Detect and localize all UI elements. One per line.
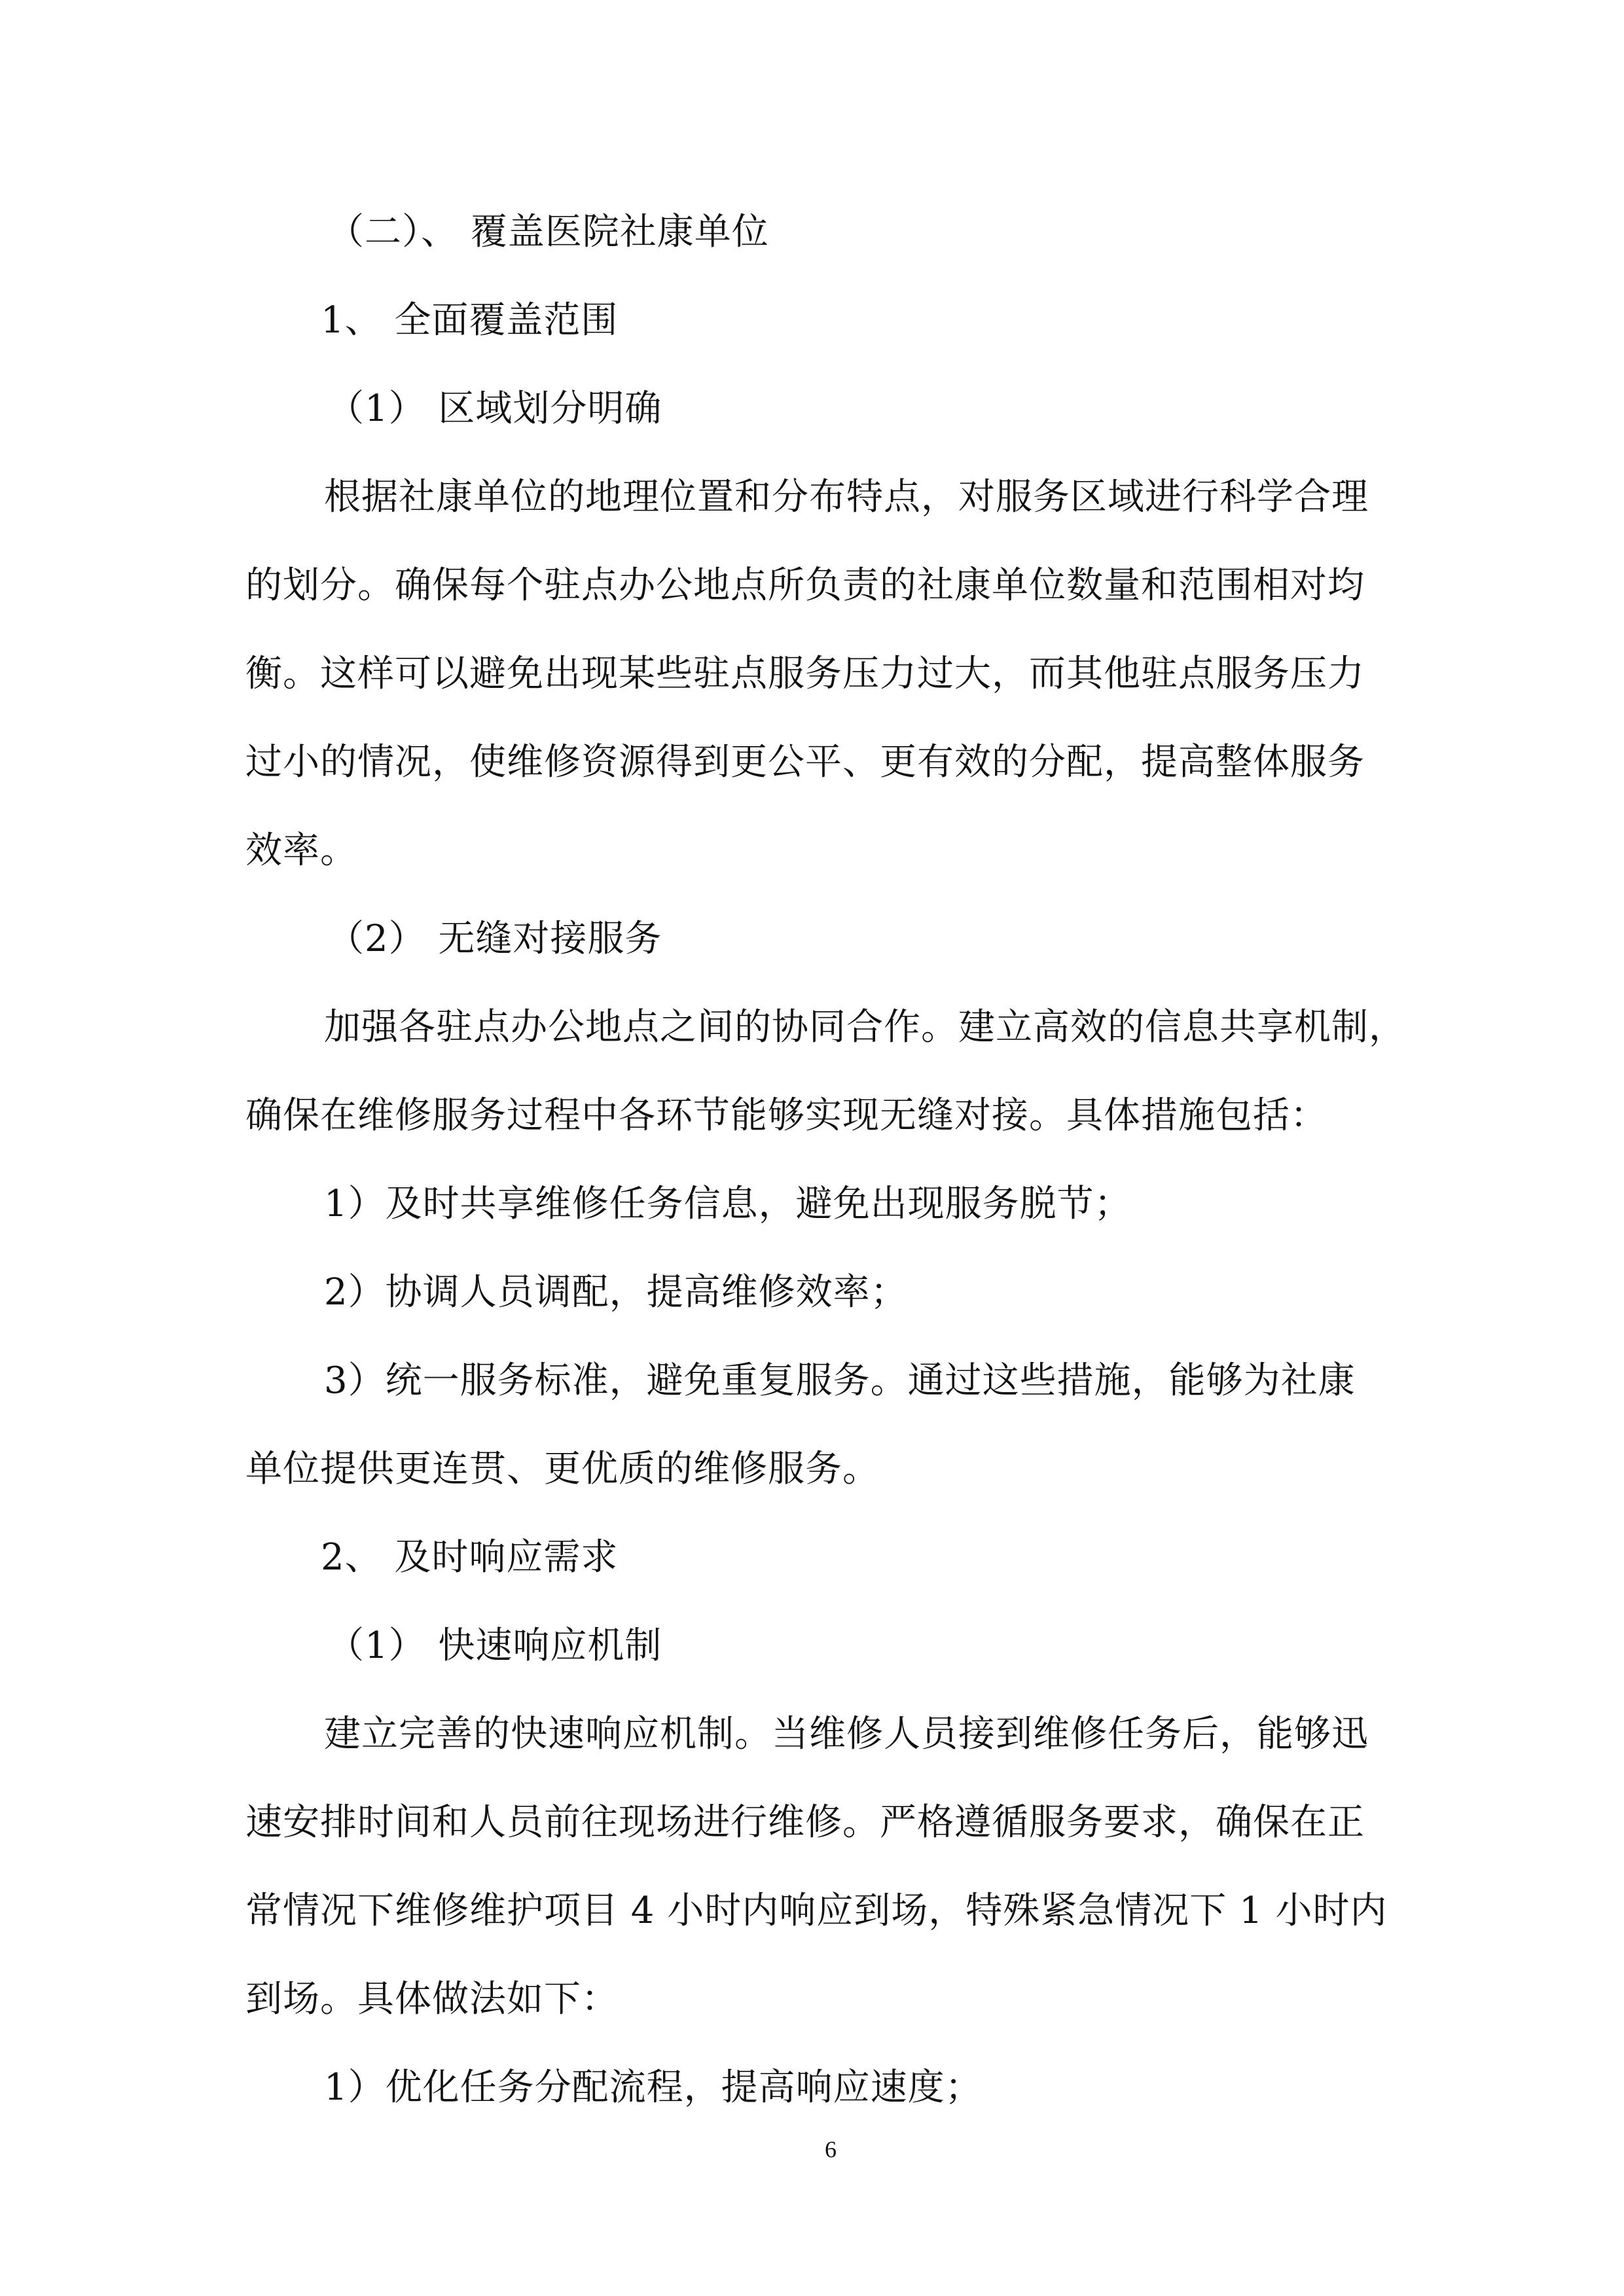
paragraph-line: 到场。具体做法如下： — [245, 1978, 619, 2020]
subsubsection-heading: （1） 区域划分明确 — [327, 387, 662, 430]
page-number: 6 — [825, 2136, 837, 2162]
paragraph-line: 建立完善的快速响应机制。当维修人员接到维修任务后，能够迅 — [324, 1713, 1369, 1755]
paragraph-line: 确保在维修服务过程中各环节能够实现无缝对接。具体措施包括： — [245, 1094, 1327, 1137]
list-item: 3）统一服务标准，避免重复服务。通过这些措施，能够为社康 — [324, 1359, 1356, 1402]
subsubsection-heading: （2） 无缝对接服务 — [327, 918, 662, 960]
paragraph-line: 过小的情况，使维修资源得到更公平、更有效的分配，提高整体服务 — [245, 741, 1365, 783]
paragraph-line: 加强各驻点办公地点之间的协同合作。建立高效的信息共享机制， — [324, 1006, 1406, 1049]
paragraph-line: 效率。 — [245, 829, 357, 872]
paragraph-line: 速安排时间和人员前往现场进行维修。严格遵循服务要求，确保在正 — [245, 1801, 1365, 1844]
section-heading: （二）、 覆盖医院社康单位 — [327, 211, 769, 253]
subsection-heading: 2、 及时响应需求 — [321, 1536, 619, 1579]
paragraph-line: 单位提供更连贯、更优质的维修服务。 — [245, 1448, 880, 1490]
paragraph-line: 衡。这样可以避免出现某些驻点服务压力过大，而其他驻点服务压力 — [245, 653, 1365, 695]
subsection-heading: 1、 全面覆盖范围 — [321, 299, 619, 342]
paragraph-line: 的划分。确保每个驻点办公地点所负责的社康单位数量和范围相对均 — [245, 564, 1365, 607]
list-item: 1）优化任务分配流程，提高响应速度； — [324, 2066, 983, 2109]
paragraph-line: 根据社康单位的地理位置和分布特点，对服务区域进行科学合理 — [324, 476, 1369, 518]
list-item: 2）协调人员调配，提高维修效率； — [324, 1271, 908, 1314]
subsubsection-heading: （1） 快速响应机制 — [327, 1624, 662, 1667]
paragraph-line: 常情况下维修维护项目 4 小时内响应到场，特殊紧急情况下 1 小时内 — [245, 1890, 1388, 1932]
list-item: 1）及时共享维修任务信息，避免出现服务脱节； — [324, 1183, 1132, 1225]
